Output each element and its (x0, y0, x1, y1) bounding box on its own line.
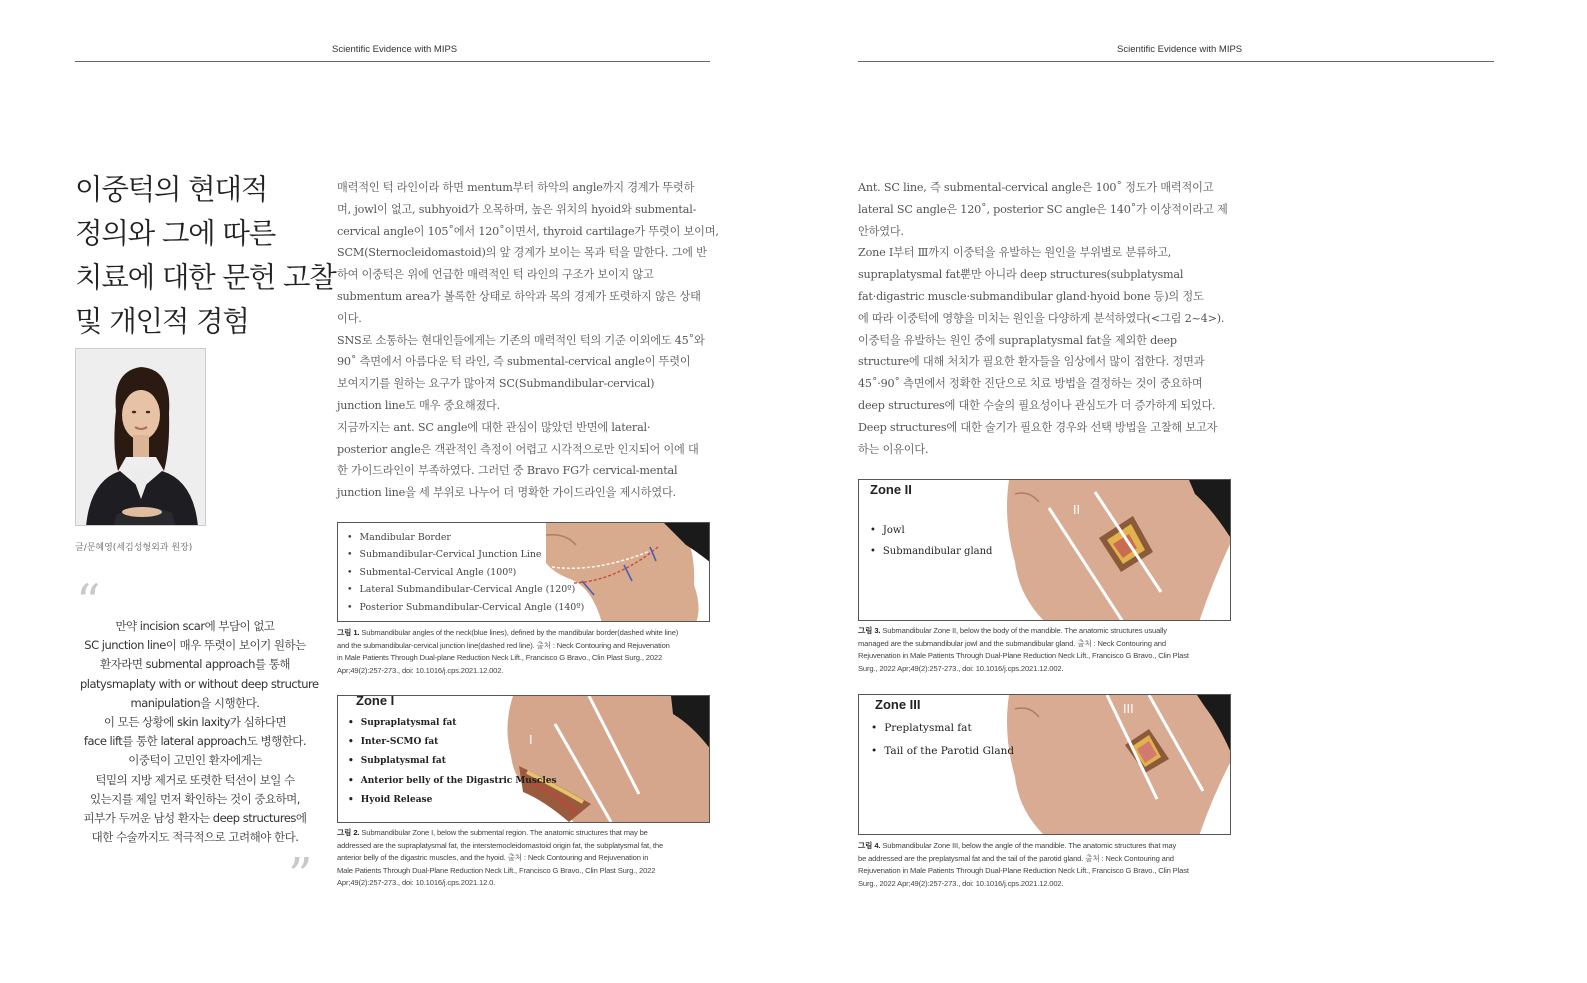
body-line: posterior angle은 객관적인 측정이 어렵고 시각적으로만 인지되어 이에 대 (337, 442, 699, 456)
header-rule-right (858, 61, 1494, 62)
pull-quote-line: 대한 수술까지도 적극적으로 고려해야 한다. (91, 830, 299, 845)
figure-2-caption (337, 827, 663, 890)
figure-4-caption (858, 840, 1189, 890)
header-rule-left (75, 61, 710, 62)
fig1-legend-item: • Submental-Cervical Angle (100º) (347, 564, 584, 581)
body-line: Zone I부터 Ⅲ까지 이중턱을 유발하는 원인을 부위별로 분류하고, (858, 246, 1172, 260)
zone-1-title: Zone I (356, 695, 395, 708)
caption-line: Male Patients Through Dual-Plane Reduction Neck Lift., Francisco G Bravo., Clin Plast Surg., 2022 (337, 865, 656, 875)
fig3-legend-item: • Submandibular gland (870, 541, 992, 562)
fig4-legend-item: • Tail of the Parotid Gland (871, 740, 1014, 763)
open-quote-icon: “ (76, 574, 101, 630)
pull-quote-line: face lift를 통한 lateral approach도 병행한다. (83, 734, 307, 749)
body-line: 45˚·90˚ 측면에서 정확한 진단으로 치료 방법을 결정하는 것이 중요하며 (858, 377, 1203, 391)
pull-quote-line: SC junction line이 매우 뚜렷이 보이기 원하는 (84, 638, 306, 653)
caption-line: addressed are the supraplatysmal fat, the interstemocleidomastoid origin fat, the subplatysmal fat, the (337, 840, 664, 850)
title-line: 이중턱의 현대적 (75, 173, 268, 206)
author-byline: 글/문혜영(세김성형외과 원장) (75, 543, 193, 553)
fig2-legend-item: • Anterior belly of the Digastric Muscles (348, 772, 557, 791)
body-line: 하여 이중턱은 위에 언급한 매력적인 턱 라인의 구조가 보이지 않고 (337, 268, 654, 282)
caption-line: Submandibular Zone III, below the angle of the mandible. The anatomic structures that may (880, 841, 1177, 850)
caption-line: Submandibular Zone I, below the submental region. The anatomic structures that may be (359, 828, 648, 837)
figure-1-caption (337, 627, 678, 677)
pull-quote-line: 이 모든 상황에 skin laxity가 심하다면 (103, 715, 287, 730)
zone-3-illustration (999, 695, 1231, 835)
figure-3-caption (858, 625, 1189, 675)
caption-line: Submandibular Zone II, below the body of the mandible. The anatomic structures usually (880, 626, 1167, 635)
body-line: 지금까지는 ant. SC angle에 대한 관심이 많았던 반면에 lateral· (337, 420, 651, 434)
body-line: structure에 대해 처치가 필요한 환자들을 임상에서 많이 접한다. 정면과 (858, 355, 1205, 369)
caption-line: be addressed are the preplatysmal fat and the tail of the parotid gland. 출처 : Neck Contouring and (858, 853, 1174, 863)
title-line: 정의와 그에 따른 (75, 217, 276, 250)
zone-1-roman: I (529, 733, 533, 747)
zone-3-title: Zone III (875, 697, 921, 712)
pull-quote-line: platysmaplaty with or without deep structure (80, 676, 319, 691)
caption-line: Rejuvenation in Male Patients Through Dual-Plane Reduction Neck Lift., Francisco G Bravo., Clin Plast (858, 651, 1189, 661)
caption-line: Rejuvenation in Male Patients Through Dual-Plane Reduction Neck Lift., Francisco G Bravo., Clin Plast (858, 866, 1189, 876)
body-line: 이다. (337, 311, 362, 325)
zone-2-title: Zone II (870, 482, 912, 497)
body-line: 보여지기를 원하는 요구가 많아져 SC(Submandibular-cervical) (337, 377, 655, 391)
pull-quote-line: manipulation을 시행한다. (130, 695, 260, 710)
title-line: 및 개인적 경험 (75, 305, 249, 338)
caption-line: Surg., 2022 Apr;49(2):257-273., doi: 10.1016/j.cps.2021.12.002. (858, 878, 1064, 888)
pull-quote-line: 턱밑의 지방 제거로 또렷한 턱선이 보일 수 (95, 772, 295, 787)
body-line: cervical angle이 105˚에서 120˚이면서, thyroid cartilage가 뚜렷이 보이며, (337, 224, 719, 238)
body-line: submentum area가 볼록한 상태로 하악과 목의 경계가 또렷하지 않은 상태 (337, 289, 701, 303)
fig1-legend-item: • Posterior Submandibular-Cervical Angle (140º) (347, 599, 584, 616)
zone-3-roman: III (1123, 702, 1134, 716)
body-line: 안하였다. (858, 224, 904, 238)
pull-quote (80, 617, 319, 847)
pull-quote-line: 만약 incision scar에 부담이 없고 (115, 619, 275, 633)
zone-2-roman: II (1073, 503, 1081, 517)
pull-quote-line: 피부가 두꺼운 남성 환자는 deep structures에 (83, 811, 307, 826)
fig1-legend-item: • Mandibular Border (347, 529, 584, 546)
fig4-legend (871, 717, 1014, 763)
fig2-legend-item: • Supraplatysmal fat (348, 714, 557, 733)
body-line: junction line을 세 부위로 나누어 더 명확한 가이드라인을 제시하였다. (337, 486, 676, 500)
body-line: 매력적인 턱 라인이라 하면 mentum부터 하악의 angle까지 경계가 뚜렷하 (337, 181, 695, 194)
author-photo (75, 348, 206, 526)
body-line: junction line도 매우 중요해졌다. (337, 398, 501, 412)
caption-line: Apr;49(2):257-273., doi: 10.1016/j.cps.2021.12.002. (337, 665, 504, 675)
fig3-legend-item: • Jowl (870, 520, 992, 541)
fig1-legend-item: • Lateral Submandibular-Cervical Angle (120º) (347, 581, 584, 598)
fig1-legend (347, 529, 584, 616)
pull-quote-line: 이중턱이 고민인 환자에게는 (128, 753, 262, 768)
zone-2-illustration (999, 480, 1231, 621)
caption-line: Apr;49(2):257-273., doi: 10.1016/j.cps.2021.12.0. (337, 878, 496, 888)
pull-quote-line: 환자라면 submental approach를 통해 (100, 657, 290, 672)
caption-line: in Male Patients Through Dual-plane Reduction Neck Lift., Francisco G Bravo., Clin Plast Surg., 2022 (337, 653, 663, 663)
running-header-right: Scientific Evidence with MIPS (1117, 44, 1243, 55)
title-line: 치료에 대한 문헌 고찰 (75, 261, 336, 294)
body-line: 며, jowl이 없고, subhyoid가 오목하며, 높은 위치의 hyoid와 submental- (337, 202, 697, 216)
fig1-legend-item: • Submandibular-Cervical Junction Line (347, 546, 584, 563)
pull-quote-line: 있는지를 제일 먼저 확인하는 것이 중요하며, (90, 791, 300, 806)
figure-2 (337, 695, 710, 823)
body-column-right (858, 177, 1228, 460)
fig2-legend-item: • Subplatysmal fat (348, 752, 557, 771)
figure-1 (337, 522, 710, 622)
body-line: SNS로 소통하는 현대인들에게는 기존의 매력적인 턱의 기준 이외에도 45˚와 (337, 333, 705, 347)
caption-line: Submandibular angles of the neck(blue lines), defined by the mandibular border(dashed white line) (359, 628, 679, 637)
body-line: 90˚ 측면에서 아름다운 턱 라인, 즉 submental-cervical angle이 뚜렷이 (337, 355, 691, 369)
fig4-legend-item: • Preplatysmal fat (871, 717, 1014, 740)
body-line: supraplatysmal fat뿐만 아니라 deep structures(subplatysmal (858, 268, 1184, 282)
fig2-legend (348, 714, 557, 810)
fig3-legend (870, 520, 992, 562)
figure-4 (858, 694, 1231, 835)
body-line: Deep structures에 대한 술기가 필요한 경우와 선택 방법을 고찰해 보고자 (858, 420, 1218, 434)
caption-label: 그림 1. (337, 628, 360, 637)
caption-line: and the submandibular-cervical junction line(dashed red line). 출처 : Neck Contouring and Rejuvenation (337, 640, 670, 650)
figure-3 (858, 479, 1231, 621)
body-line: 에 따라 이중턱에 영향을 미치는 원인을 다양하게 분석하였다(<그림 2~4>). (858, 311, 1225, 325)
body-line: deep structures에 대한 수술의 필요성이나 관심도가 더 증가하게 되었다. (858, 398, 1216, 412)
close-quote-icon: ” (288, 848, 313, 904)
body-line: Ant. SC line, 즉 submental-cervical angle은 100˚ 정도가 매력적이고 (858, 181, 1214, 194)
body-line: lateral SC angle은 120˚, posterior SC angle은 140˚가 이상적이라고 제 (858, 202, 1228, 216)
running-header-left: Scientific Evidence with MIPS (332, 44, 458, 55)
body-line: fat·digastric muscle·submandibular gland·hyoid bone 등)의 정도 (858, 289, 1204, 303)
fig2-legend-item: • Inter-SCMO fat (348, 733, 557, 752)
article-title (75, 168, 336, 344)
caption-line: anterior belly of the digastric muscles, and the hyoid. 출처 : Neck Contouring and Rejuvenation in (337, 853, 649, 863)
caption-label: 그림 2. (337, 828, 360, 837)
fig2-legend-item: • Hyoid Release (348, 791, 557, 810)
body-line: 하는 이유이다. (858, 442, 929, 456)
body-column-left (337, 177, 719, 504)
caption-label: 그림 3. (858, 626, 881, 635)
caption-label: 그림 4. (858, 841, 881, 850)
body-line: 한 가이드라인이 부족하였다. 그러던 중 Bravo FG가 cervical-mental (337, 464, 678, 478)
body-line: 이중턱을 유발하는 원인 중에 supraplatysmal fat을 제외한 deep (858, 333, 1177, 347)
caption-line: managed are the submandibular jowl and the submandibular gland. 출처 : Neck Contouring and (858, 638, 1166, 648)
body-line: SCM(Sternocleidomastoid)의 앞 경계가 보이는 목과 턱을 말한다. 그에 반 (337, 246, 707, 260)
caption-line: Surg., 2022 Apr;49(2):257-273., doi: 10.1016/j.cps.2021.12.002. (858, 663, 1064, 673)
